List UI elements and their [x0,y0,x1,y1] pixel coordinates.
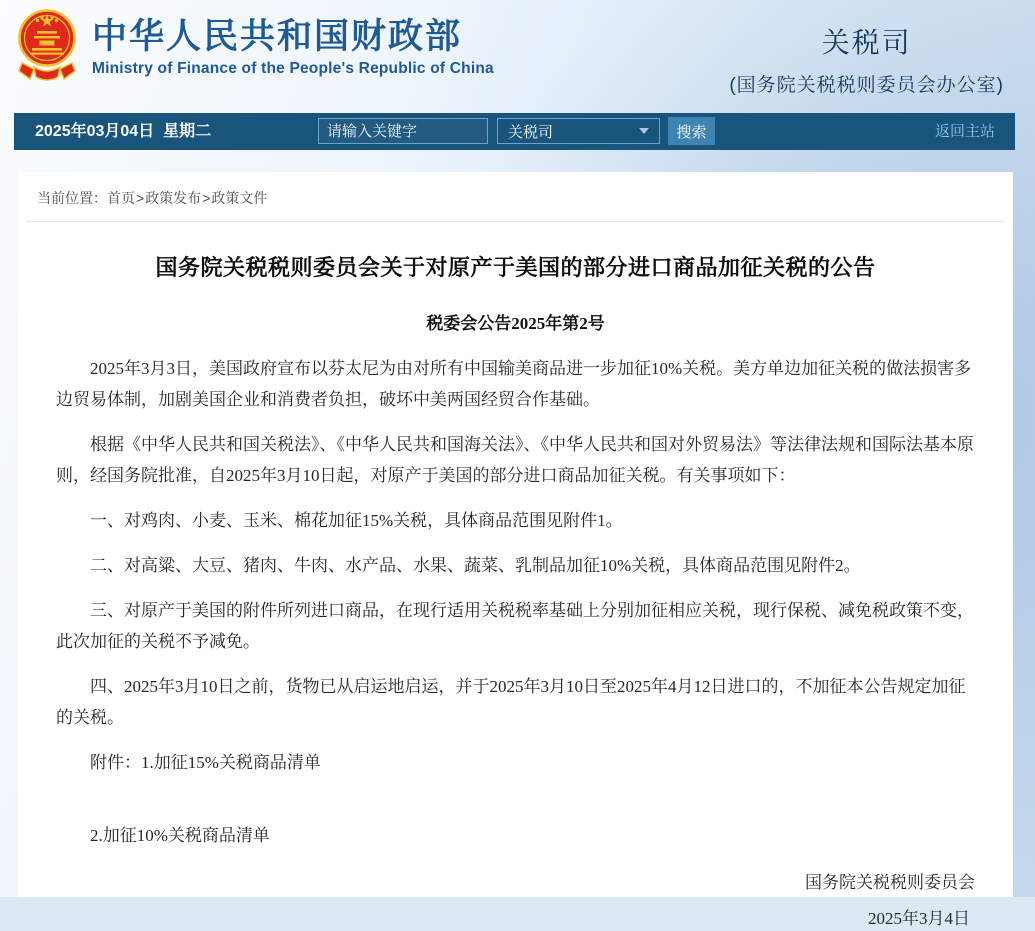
site-title-en: Ministry of Finance of the People's Republic of China [92,60,494,77]
paragraph-item-3: 三、对原产于美国的附件所列进口商品，在现行适用关税税率基础上分别加征相应关税，现行保税、减免税政策不变，此次加征的关税不予减免。 [56,601,974,651]
signature: 国务院关税税则委员会 [805,873,975,892]
breadcrumb-policy-documents[interactable]: 政策文件 [211,190,268,206]
signature-date: 2025年3月4日 [868,909,970,928]
search-button[interactable]: 搜索 [668,117,715,145]
article-title: 国务院关税税则委员会关于对原产于美国的部分进口商品加征关税的公告 [155,255,876,280]
national-emblem-icon [18,7,76,97]
paragraph-intro: 2025年3月3日，美国政府宣布以芬太尼为由对所有中国输美商品进一步加征10%关税。美方单边加征关税的做法损害多边贸易体制，加剧美国企业和消费者负担，破坏中美两国经贸合作基础。 [56,359,972,409]
document-number: 税委会公告2025年第2号 [426,314,605,333]
paragraph-item-1: 一、对鸡肉、小麦、玉米、棉花加征15%关税，具体商品范围见附件1。 [90,511,623,530]
paragraph-item-2: 二、对高粱、大豆、猪肉、牛肉、水产品、水果、蔬菜、乳制品加征10%关税，具体商品范围见附件2。 [90,556,861,575]
department-title: 关税司 [821,27,912,58]
attachment-line-2: 2.加征10%关税商品清单 [90,826,270,845]
attachment-line-1: 附件：1.加征15%关税商品清单 [90,753,321,772]
paragraph-item-4: 四、2025年3月10日之前，货物已从启运地启运，并于2025年3月10日至2025年4月12日进口的，不加征本公告规定加征的关税。 [56,677,966,727]
breadcrumb [26,172,1005,222]
current-date: 2025年03月04日 星期二 [35,123,212,140]
search-scope-value: 关税司 [508,123,554,141]
breadcrumb-separator: > [136,190,145,206]
breadcrumb-home[interactable]: 首页 [107,190,135,206]
breadcrumb-separator: > [202,190,211,206]
department-title-block [729,26,1004,97]
navbar [14,113,1015,150]
search-input[interactable] [318,118,488,144]
paragraph-legal-basis: 根据《中华人民共和国关税法》、《中华人民共和国海关法》、《中华人民共和国对外贸易法》等法律法规和国际法基本原则，经国务院批准，自2025年3月10日起，对原产于美国的部分进口商品加征关税。有关事项如下： [56,435,974,485]
department-subtitle: (国务院关税税则委员会办公室) [729,75,1004,96]
search-scope-select[interactable] [497,118,660,144]
announcement-article [18,254,1013,931]
site-title-cn: 中华人民共和国财政部 [92,17,463,56]
site-header [0,0,1035,113]
site-title-block [92,17,494,78]
chevron-down-icon [639,128,649,134]
return-home-link[interactable]: 返回主站 [934,123,995,140]
content-panel [18,172,1013,928]
article-body [56,353,975,851]
national-emblem-logo [18,7,76,97]
breadcrumb-policy-release[interactable]: 政策发布 [145,190,202,206]
breadcrumb-label: 当前位置： [37,190,107,206]
